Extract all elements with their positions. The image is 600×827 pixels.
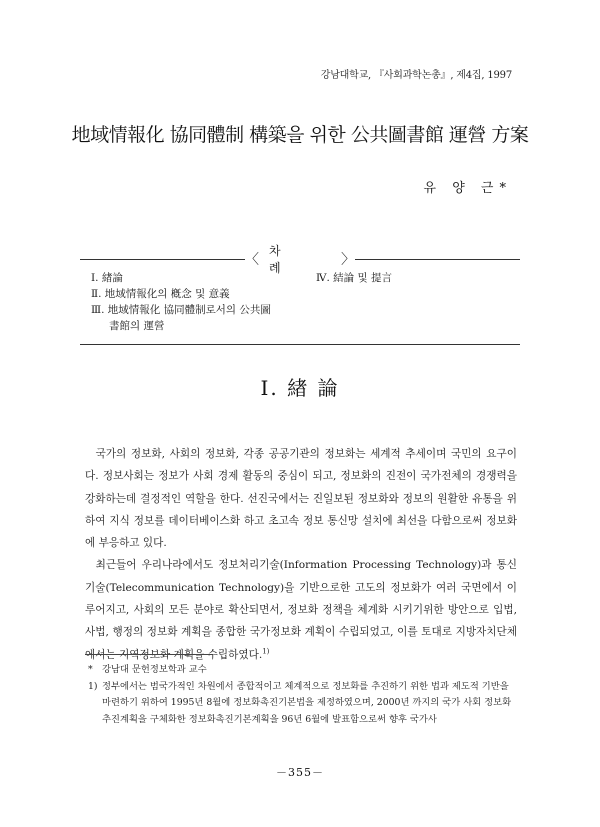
body-text [85, 443, 517, 666]
page-number: －355－ [276, 766, 324, 779]
toc-right-column [316, 270, 516, 286]
footnote [88, 662, 518, 679]
toc-bracket-right: 〉 [341, 252, 355, 268]
toc-top-rule-right [355, 259, 520, 260]
toc-heading [245, 244, 355, 275]
footnote-mark: * [88, 664, 93, 675]
toc-item-continuation: 書館의 運營 [109, 320, 165, 332]
paper-title: 地域情報化 協同體制 構築을 위한 公共圖書館 運營 方案 [71, 124, 529, 146]
toc-item: Ⅳ. 結論 및 提言 [316, 272, 392, 284]
footnote [88, 679, 518, 729]
footnote-text: 강남대 문헌정보학과 교수 [102, 664, 207, 675]
footnote-reference: 1) [262, 647, 270, 656]
toc-title: 차 례 [269, 244, 301, 275]
toc-bottom-rule [80, 344, 520, 345]
paragraph-text: 국가의 정보화, 사회의 정보화, 각종 공공기관의 정보화는 세계적 추세이며 국민의 요구이다. 정보사회는 정보가 사회 경제 활동의 중심이 되고, 정보화의 진전이 국가전체의 경쟁력을 강화하는데 결정적인 역할을 한다. 선진국에서는 진일보된 정보화와 정보의 원활한 유통을 위하여 지식 정보를 데이터베이스화 하고 초고속 정보 통신망 설치에 최선을 다함으로써 정보화에 부응하고 있다. [85, 448, 517, 550]
section-heading: Ⅰ. 緖 論 [260, 376, 340, 400]
toc-top-rule-left [80, 259, 245, 260]
toc-item: Ⅲ. 地域情報化 協同體制로서의 公共圖 [91, 304, 271, 316]
paragraph-text: 최근들어 우리나라에서도 정보처리기술(Information Processing Technology)과 통신기술(Telecommunication Technology)을 기반으로한 고도의 정보화가 여러 국면에서 이루어지고, 사회의 모든 분야로 확산되면서, 정보화 정책을 체계화 시키기위한 방안으로 입법, 사법, 행정의 정보화 계획을 종합한 국가정보화 계획이 수립되었고, 이를 토대로 지방자치단체에서는 지역정보화 계획을 수립하였다. [85, 559, 517, 661]
footnote-mark: 1) [88, 680, 98, 692]
footnote-rule [85, 654, 213, 655]
paragraph [85, 554, 517, 665]
paragraph [85, 443, 517, 554]
author-name: 유 양 근* [423, 181, 512, 196]
footnotes [88, 662, 518, 728]
toc-left-column [91, 270, 291, 334]
toc-item: Ⅱ. 地域情報化의 槪念 및 意義 [91, 288, 230, 300]
toc-item: Ⅰ. 緖論 [91, 272, 123, 284]
journal-header: 강남대학교, 『사회과학논총』, 제4집, 1997 [320, 70, 512, 81]
footnote-text: 정부에서는 범국가적인 차원에서 종합적이고 체계적으로 정보화를 추진하기 위한 법과 제도적 기반을 마련하기 위하여 1995년 8월에 정보화촉진기본법을 제정하였으며, 2000년 까지의 국가 사회 정보화추진계획을 구체화한 정보화촉진기본계획을 96년 6월에 발표함으로써 향후 국가사 [102, 680, 512, 725]
toc-bracket-left: 〈 [245, 252, 259, 268]
